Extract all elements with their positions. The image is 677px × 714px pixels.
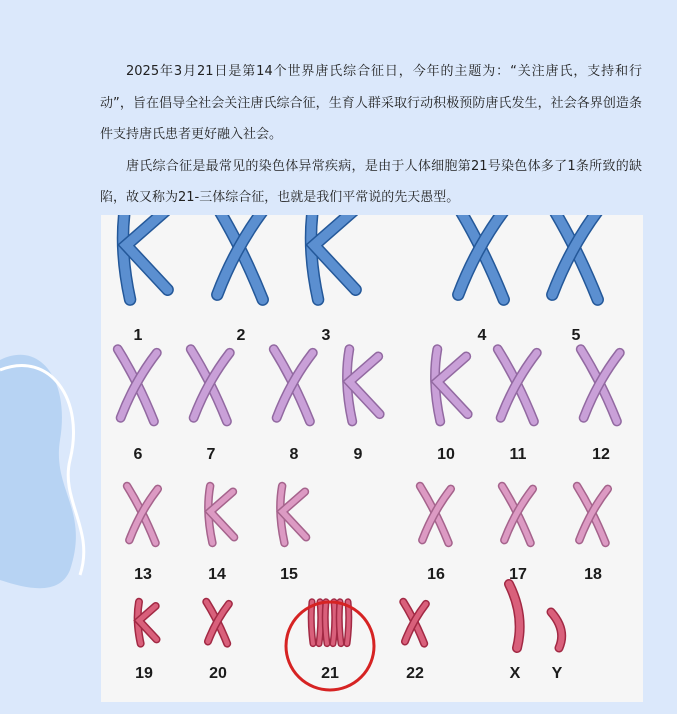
- chromosome-21: [311, 602, 349, 644]
- chromosome-label-10: 10: [437, 446, 455, 463]
- chromosome-4: [454, 215, 507, 300]
- chromosome-6: [118, 349, 157, 421]
- chromosome-label-5: 5: [571, 327, 581, 344]
- chromosome-label-12: 12: [592, 446, 610, 463]
- chromosome-15: [280, 486, 306, 543]
- chromosome-20: [206, 602, 229, 644]
- chromosome-5: [548, 215, 601, 300]
- chromosome-label-14: 14: [208, 566, 226, 583]
- chromosome-label-7: 7: [206, 446, 216, 463]
- chromosome-3: [311, 215, 356, 300]
- chromosome-9: [347, 349, 380, 421]
- chromosome-17: [502, 486, 533, 543]
- chromosome-label-13: 13: [134, 566, 152, 583]
- chromosome-label-22: 22: [406, 665, 424, 682]
- chromosome-14: [208, 486, 234, 543]
- chromosome-label-8: 8: [289, 446, 299, 463]
- chromosome-label-15: 15: [280, 566, 298, 583]
- chromosome-2: [213, 215, 266, 300]
- paragraph-world-down-syndrome-day: 2025年3月21日是第14个世界唐氏综合征日，今年的主题为：“关注唐氏，支持和行动”，旨在倡导全社会关注唐氏综合征，生育人群采取行动积极预防唐氏发生，社会各界创造条件支持唐氏患者更好融入社会。: [100, 64, 642, 142]
- chromosome-label-X: X: [509, 665, 521, 682]
- chromosome-label-3: 3: [321, 327, 331, 344]
- chromosome-8: [274, 349, 313, 421]
- chromosome-label-2: 2: [236, 327, 246, 344]
- karyotype-svg: [101, 215, 643, 702]
- chromosome-label-17: 17: [509, 566, 527, 583]
- chromosome-label-11: 11: [509, 446, 527, 463]
- chromosome-22: [403, 602, 426, 644]
- chromosome-18: [577, 486, 608, 543]
- chromosome-13: [127, 486, 158, 543]
- chromosome-label-4: 4: [477, 327, 487, 344]
- chromosome-label-20: 20: [209, 665, 227, 682]
- chromosome-label-1: 1: [133, 327, 143, 344]
- chromosome-label-18: 18: [584, 566, 602, 583]
- chromosome-label-16: 16: [427, 566, 445, 583]
- chromosome-1: [123, 215, 168, 300]
- chromosome-19: [138, 602, 157, 644]
- chromosome-12: [581, 349, 620, 421]
- chromosome-label-6: 6: [133, 446, 143, 463]
- karyotype-figure: [101, 215, 643, 702]
- article-text: [100, 56, 642, 214]
- chromosome-7: [191, 349, 230, 421]
- chromosome-label-19: 19: [135, 665, 153, 682]
- chromosome-11: [498, 349, 537, 421]
- chromosome-10: [435, 349, 468, 421]
- paragraph-down-syndrome-definition: 唐氏综合征是最常见的染色体异常疾病，是由于人体细胞第21号染色体多了1条所致的缺陷，故又称为21-三体综合征，也就是我们平常说的先天愚型。: [100, 158, 642, 205]
- chromosome-label-9: 9: [353, 446, 363, 463]
- chromosome-label-Y: Y: [551, 665, 563, 682]
- chromosome-Y: [551, 612, 562, 648]
- chromosome-X: [509, 584, 520, 648]
- chromosome-label-21: 21: [321, 665, 339, 682]
- chromosome-16: [420, 486, 451, 543]
